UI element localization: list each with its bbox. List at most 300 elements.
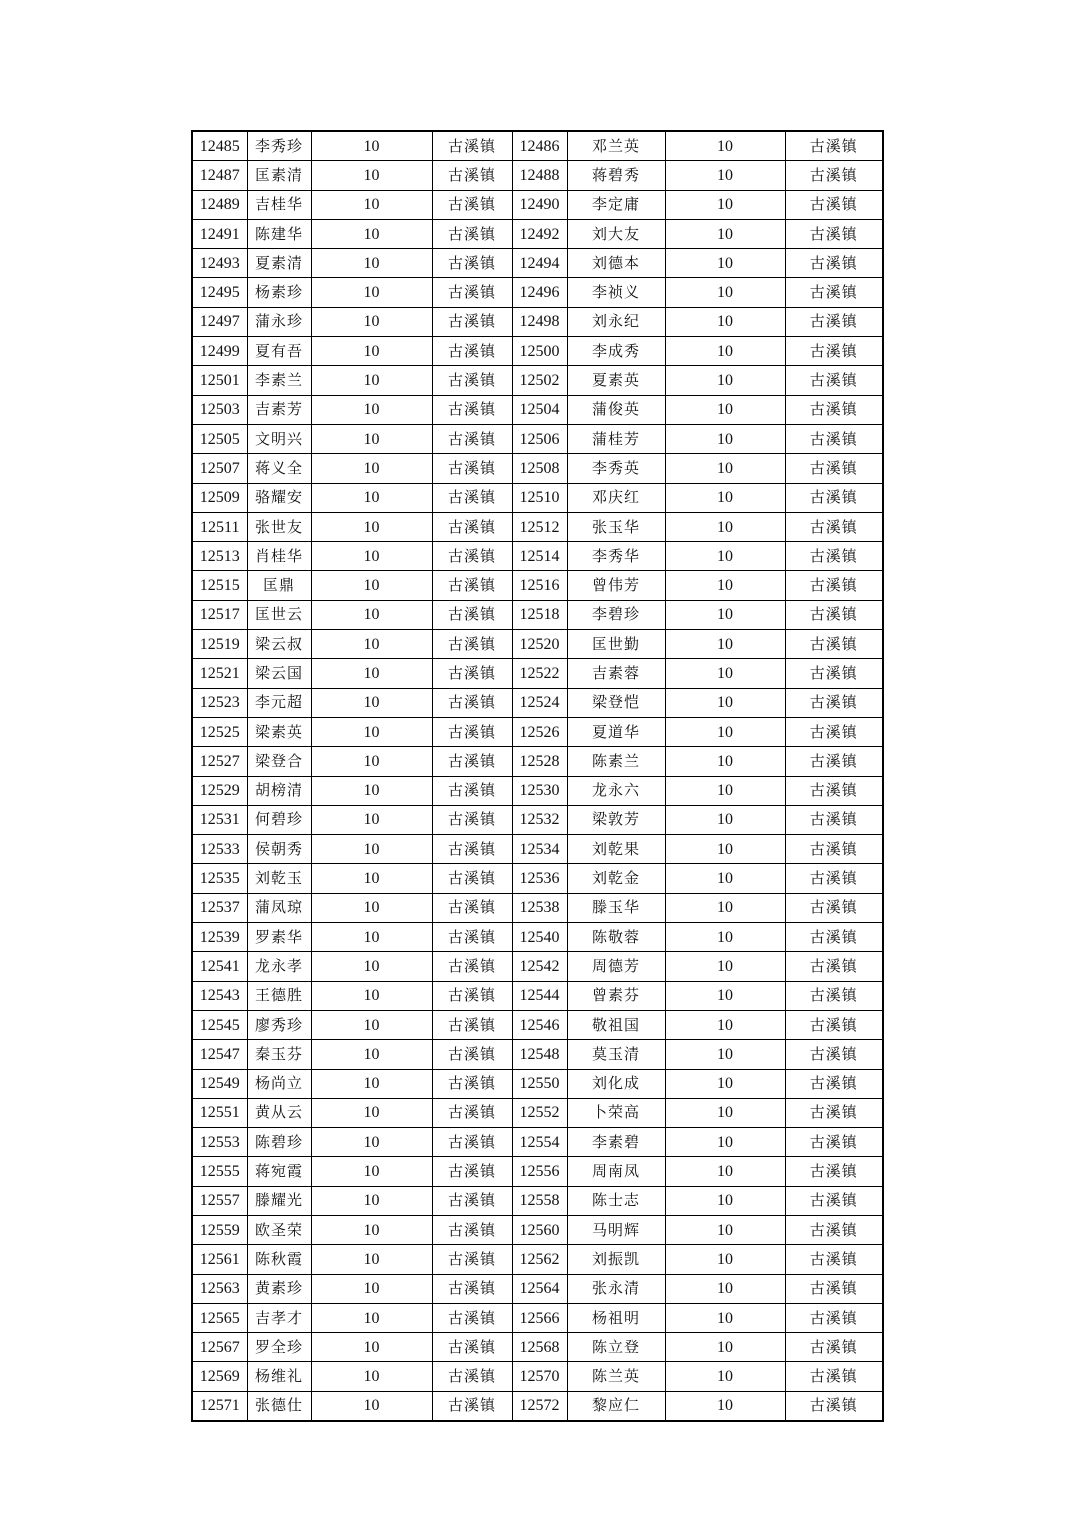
right-record-id-cell: 12514 [512,542,567,571]
right-record-id-cell: 12522 [512,659,567,688]
right-town-cell: 古溪镇 [785,278,883,307]
left-record-id-cell: 12529 [192,776,247,805]
left-record-id-cell: 12505 [192,424,247,453]
left-record-id-cell: 12507 [192,454,247,483]
left-town-cell: 古溪镇 [432,1245,512,1274]
right-amount-cell: 10 [665,981,785,1010]
right-town-cell: 古溪镇 [785,1128,883,1157]
right-amount-cell: 10 [665,776,785,805]
right-record-id-cell: 12488 [512,161,567,190]
right-recipient-name-cell: 蒋碧秀 [567,161,665,190]
right-amount-cell: 10 [665,600,785,629]
right-record-id-cell: 12548 [512,1040,567,1069]
left-record-id-cell: 12517 [192,600,247,629]
left-town-cell: 古溪镇 [432,161,512,190]
table-row [192,307,883,336]
right-amount-cell: 10 [665,190,785,219]
table-row [192,571,883,600]
right-town-cell: 古溪镇 [785,1215,883,1244]
right-town-cell: 古溪镇 [785,571,883,600]
right-record-id-cell: 12526 [512,717,567,746]
table-row [192,981,883,1010]
right-recipient-name-cell: 夏素英 [567,366,665,395]
right-recipient-name-cell: 陈敬蓉 [567,923,665,952]
left-recipient-name-cell: 蒋义全 [247,454,311,483]
left-amount-cell: 10 [311,1098,432,1127]
table-row [192,952,883,981]
right-recipient-name-cell: 杨祖明 [567,1303,665,1332]
right-recipient-name-cell: 梁敦芳 [567,805,665,834]
right-recipient-name-cell: 卜荣高 [567,1098,665,1127]
left-recipient-name-cell: 陈碧珍 [247,1128,311,1157]
left-recipient-name-cell: 罗素华 [247,923,311,952]
left-town-cell: 古溪镇 [432,219,512,248]
left-recipient-name-cell: 匡世云 [247,600,311,629]
right-recipient-name-cell: 夏道华 [567,717,665,746]
right-town-cell: 古溪镇 [785,307,883,336]
right-record-id-cell: 12508 [512,454,567,483]
left-recipient-name-cell: 李秀珍 [247,131,311,161]
left-amount-cell: 10 [311,952,432,981]
right-amount-cell: 10 [665,923,785,952]
right-record-id-cell: 12528 [512,747,567,776]
left-amount-cell: 10 [311,571,432,600]
right-town-cell: 古溪镇 [785,512,883,541]
left-amount-cell: 10 [311,395,432,424]
table-row [192,424,883,453]
left-record-id-cell: 12487 [192,161,247,190]
left-record-id-cell: 12559 [192,1215,247,1244]
left-record-id-cell: 12533 [192,835,247,864]
right-amount-cell: 10 [665,864,785,893]
left-recipient-name-cell: 黄素珍 [247,1274,311,1303]
left-record-id-cell: 12521 [192,659,247,688]
table-row [192,805,883,834]
left-town-cell: 古溪镇 [432,424,512,453]
table-row [192,366,883,395]
right-town-cell: 古溪镇 [785,161,883,190]
right-recipient-name-cell: 李成秀 [567,337,665,366]
left-amount-cell: 10 [311,835,432,864]
table-row [192,688,883,717]
right-recipient-name-cell: 刘大友 [567,219,665,248]
right-record-id-cell: 12570 [512,1362,567,1391]
right-amount-cell: 10 [665,1215,785,1244]
right-town-cell: 古溪镇 [785,1040,883,1069]
left-town-cell: 古溪镇 [432,1362,512,1391]
left-recipient-name-cell: 李元超 [247,688,311,717]
left-recipient-name-cell: 吉桂华 [247,190,311,219]
left-town-cell: 古溪镇 [432,835,512,864]
right-town-cell: 古溪镇 [785,337,883,366]
right-town-cell: 古溪镇 [785,717,883,746]
right-record-id-cell: 12560 [512,1215,567,1244]
right-amount-cell: 10 [665,571,785,600]
left-amount-cell: 10 [311,161,432,190]
left-recipient-name-cell: 蒋宛霞 [247,1157,311,1186]
left-amount-cell: 10 [311,131,432,161]
right-recipient-name-cell: 李祯义 [567,278,665,307]
right-town-cell: 古溪镇 [785,1303,883,1332]
right-town-cell: 古溪镇 [785,424,883,453]
right-town-cell: 古溪镇 [785,219,883,248]
left-town-cell: 古溪镇 [432,1098,512,1127]
left-record-id-cell: 12565 [192,1303,247,1332]
right-amount-cell: 10 [665,835,785,864]
left-town-cell: 古溪镇 [432,1010,512,1039]
left-amount-cell: 10 [311,717,432,746]
left-record-id-cell: 12519 [192,630,247,659]
left-amount-cell: 10 [311,337,432,366]
right-town-cell: 古溪镇 [785,249,883,278]
right-amount-cell: 10 [665,542,785,571]
right-recipient-name-cell: 李定庸 [567,190,665,219]
left-record-id-cell: 12497 [192,307,247,336]
right-town-cell: 古溪镇 [785,454,883,483]
left-record-id-cell: 12567 [192,1333,247,1362]
left-recipient-name-cell: 梁云国 [247,659,311,688]
right-town-cell: 古溪镇 [785,1186,883,1215]
left-record-id-cell: 12545 [192,1010,247,1039]
right-town-cell: 古溪镇 [785,483,883,512]
left-amount-cell: 10 [311,1128,432,1157]
left-amount-cell: 10 [311,1040,432,1069]
left-town-cell: 古溪镇 [432,1391,512,1421]
table-row [192,190,883,219]
right-amount-cell: 10 [665,630,785,659]
right-recipient-name-cell: 曾伟芳 [567,571,665,600]
table-row [192,219,883,248]
right-amount-cell: 10 [665,1069,785,1098]
right-amount-cell: 10 [665,893,785,922]
right-town-cell: 古溪镇 [785,893,883,922]
table-body [192,131,883,1421]
table-row [192,161,883,190]
left-record-id-cell: 12509 [192,483,247,512]
right-record-id-cell: 12510 [512,483,567,512]
right-record-id-cell: 12502 [512,366,567,395]
right-recipient-name-cell: 刘德本 [567,249,665,278]
right-amount-cell: 10 [665,1040,785,1069]
left-recipient-name-cell: 陈建华 [247,219,311,248]
left-recipient-name-cell: 廖秀珍 [247,1010,311,1039]
right-town-cell: 古溪镇 [785,688,883,717]
left-town-cell: 古溪镇 [432,1274,512,1303]
left-record-id-cell: 12539 [192,923,247,952]
right-town-cell: 古溪镇 [785,1157,883,1186]
left-town-cell: 古溪镇 [432,952,512,981]
table-row [192,454,883,483]
left-amount-cell: 10 [311,278,432,307]
left-town-cell: 古溪镇 [432,483,512,512]
left-record-id-cell: 12495 [192,278,247,307]
left-amount-cell: 10 [311,366,432,395]
left-town-cell: 古溪镇 [432,893,512,922]
right-recipient-name-cell: 龙永六 [567,776,665,805]
right-record-id-cell: 12492 [512,219,567,248]
right-recipient-name-cell: 匡世勤 [567,630,665,659]
table-row [192,278,883,307]
left-record-id-cell: 12515 [192,571,247,600]
left-record-id-cell: 12543 [192,981,247,1010]
left-amount-cell: 10 [311,923,432,952]
right-record-id-cell: 12566 [512,1303,567,1332]
recipient-table [191,130,884,1422]
right-record-id-cell: 12524 [512,688,567,717]
left-town-cell: 古溪镇 [432,395,512,424]
table-row [192,717,883,746]
right-record-id-cell: 12498 [512,307,567,336]
right-recipient-name-cell: 邓庆红 [567,483,665,512]
table-row [192,1010,883,1039]
right-amount-cell: 10 [665,337,785,366]
right-record-id-cell: 12532 [512,805,567,834]
right-amount-cell: 10 [665,688,785,717]
right-record-id-cell: 12536 [512,864,567,893]
left-recipient-name-cell: 骆耀安 [247,483,311,512]
right-recipient-name-cell: 陈立登 [567,1333,665,1362]
left-recipient-name-cell: 陈秋霞 [247,1245,311,1274]
right-recipient-name-cell: 李碧珍 [567,600,665,629]
table-row [192,1333,883,1362]
right-recipient-name-cell: 马明辉 [567,1215,665,1244]
right-amount-cell: 10 [665,161,785,190]
left-record-id-cell: 12511 [192,512,247,541]
table-row [192,1391,883,1421]
right-record-id-cell: 12496 [512,278,567,307]
left-town-cell: 古溪镇 [432,337,512,366]
right-town-cell: 古溪镇 [785,600,883,629]
left-record-id-cell: 12527 [192,747,247,776]
table-row [192,1040,883,1069]
left-recipient-name-cell: 杨维礼 [247,1362,311,1391]
right-town-cell: 古溪镇 [785,1069,883,1098]
left-recipient-name-cell: 蒲永珍 [247,307,311,336]
left-town-cell: 古溪镇 [432,776,512,805]
right-town-cell: 古溪镇 [785,1098,883,1127]
right-record-id-cell: 12544 [512,981,567,1010]
left-record-id-cell: 12557 [192,1186,247,1215]
table-row [192,776,883,805]
left-amount-cell: 10 [311,1010,432,1039]
table-row [192,1215,883,1244]
right-record-id-cell: 12558 [512,1186,567,1215]
right-town-cell: 古溪镇 [785,366,883,395]
left-amount-cell: 10 [311,219,432,248]
left-recipient-name-cell: 龙永孝 [247,952,311,981]
left-recipient-name-cell: 张世友 [247,512,311,541]
left-recipient-name-cell: 黄从云 [247,1098,311,1127]
table-row [192,893,883,922]
left-town-cell: 古溪镇 [432,630,512,659]
left-record-id-cell: 12503 [192,395,247,424]
left-recipient-name-cell: 肖桂华 [247,542,311,571]
table-row [192,1069,883,1098]
left-recipient-name-cell: 吉孝才 [247,1303,311,1332]
left-recipient-name-cell: 欧圣荣 [247,1215,311,1244]
right-recipient-name-cell: 李秀华 [567,542,665,571]
left-recipient-name-cell: 蒲凤琼 [247,893,311,922]
right-record-id-cell: 12490 [512,190,567,219]
left-record-id-cell: 12523 [192,688,247,717]
right-amount-cell: 10 [665,454,785,483]
left-town-cell: 古溪镇 [432,249,512,278]
left-town-cell: 古溪镇 [432,981,512,1010]
left-recipient-name-cell: 匡鼎 [247,571,311,600]
left-amount-cell: 10 [311,307,432,336]
left-amount-cell: 10 [311,1157,432,1186]
right-town-cell: 古溪镇 [785,981,883,1010]
left-record-id-cell: 12571 [192,1391,247,1421]
left-amount-cell: 10 [311,1333,432,1362]
left-town-cell: 古溪镇 [432,307,512,336]
left-amount-cell: 10 [311,981,432,1010]
left-amount-cell: 10 [311,864,432,893]
right-town-cell: 古溪镇 [785,776,883,805]
right-town-cell: 古溪镇 [785,1333,883,1362]
right-recipient-name-cell: 莫玉清 [567,1040,665,1069]
left-recipient-name-cell: 杨素珍 [247,278,311,307]
right-town-cell: 古溪镇 [785,1391,883,1421]
right-record-id-cell: 12530 [512,776,567,805]
left-town-cell: 古溪镇 [432,864,512,893]
right-record-id-cell: 12556 [512,1157,567,1186]
right-town-cell: 古溪镇 [785,747,883,776]
right-recipient-name-cell: 滕玉华 [567,893,665,922]
left-town-cell: 古溪镇 [432,1333,512,1362]
left-recipient-name-cell: 匡素清 [247,161,311,190]
table-row [192,483,883,512]
left-town-cell: 古溪镇 [432,1069,512,1098]
right-amount-cell: 10 [665,1245,785,1274]
left-amount-cell: 10 [311,1303,432,1332]
right-record-id-cell: 12542 [512,952,567,981]
right-amount-cell: 10 [665,659,785,688]
left-recipient-name-cell: 侯朝秀 [247,835,311,864]
right-record-id-cell: 12518 [512,600,567,629]
right-town-cell: 古溪镇 [785,659,883,688]
left-amount-cell: 10 [311,1391,432,1421]
right-amount-cell: 10 [665,717,785,746]
left-recipient-name-cell: 刘乾玉 [247,864,311,893]
left-amount-cell: 10 [311,688,432,717]
left-town-cell: 古溪镇 [432,923,512,952]
right-amount-cell: 10 [665,366,785,395]
table-row [192,835,883,864]
left-amount-cell: 10 [311,1186,432,1215]
table-row [192,1157,883,1186]
left-town-cell: 古溪镇 [432,571,512,600]
table-row [192,864,883,893]
right-recipient-name-cell: 敬祖国 [567,1010,665,1039]
right-record-id-cell: 12504 [512,395,567,424]
right-amount-cell: 10 [665,747,785,776]
left-amount-cell: 10 [311,1215,432,1244]
right-town-cell: 古溪镇 [785,1362,883,1391]
right-amount-cell: 10 [665,424,785,453]
right-record-id-cell: 12534 [512,835,567,864]
right-town-cell: 古溪镇 [785,131,883,161]
right-amount-cell: 10 [665,1010,785,1039]
left-town-cell: 古溪镇 [432,1303,512,1332]
table-row [192,1274,883,1303]
left-recipient-name-cell: 胡榜清 [247,776,311,805]
right-recipient-name-cell: 陈士志 [567,1186,665,1215]
right-record-id-cell: 12540 [512,923,567,952]
right-amount-cell: 10 [665,1391,785,1421]
right-recipient-name-cell: 邓兰英 [567,131,665,161]
left-recipient-name-cell: 罗全珍 [247,1333,311,1362]
left-amount-cell: 10 [311,542,432,571]
left-record-id-cell: 12569 [192,1362,247,1391]
left-recipient-name-cell: 李素兰 [247,366,311,395]
right-town-cell: 古溪镇 [785,395,883,424]
left-record-id-cell: 12501 [192,366,247,395]
right-amount-cell: 10 [665,1274,785,1303]
right-amount-cell: 10 [665,1333,785,1362]
table-row [192,1128,883,1157]
left-town-cell: 古溪镇 [432,1215,512,1244]
left-recipient-name-cell: 杨尚立 [247,1069,311,1098]
left-town-cell: 古溪镇 [432,688,512,717]
left-record-id-cell: 12547 [192,1040,247,1069]
right-recipient-name-cell: 周南凤 [567,1157,665,1186]
right-amount-cell: 10 [665,249,785,278]
left-town-cell: 古溪镇 [432,542,512,571]
right-town-cell: 古溪镇 [785,952,883,981]
left-recipient-name-cell: 梁素英 [247,717,311,746]
right-recipient-name-cell: 梁登恺 [567,688,665,717]
left-amount-cell: 10 [311,190,432,219]
right-record-id-cell: 12568 [512,1333,567,1362]
table-row [192,1362,883,1391]
table-row [192,923,883,952]
left-amount-cell: 10 [311,630,432,659]
right-record-id-cell: 12512 [512,512,567,541]
right-amount-cell: 10 [665,278,785,307]
right-recipient-name-cell: 李秀英 [567,454,665,483]
right-record-id-cell: 12486 [512,131,567,161]
left-amount-cell: 10 [311,776,432,805]
left-record-id-cell: 12531 [192,805,247,834]
left-record-id-cell: 12493 [192,249,247,278]
table-row [192,747,883,776]
left-town-cell: 古溪镇 [432,278,512,307]
right-recipient-name-cell: 吉素蓉 [567,659,665,688]
right-town-cell: 古溪镇 [785,1010,883,1039]
right-recipient-name-cell: 刘乾果 [567,835,665,864]
right-town-cell: 古溪镇 [785,630,883,659]
right-record-id-cell: 12554 [512,1128,567,1157]
left-amount-cell: 10 [311,249,432,278]
left-town-cell: 古溪镇 [432,366,512,395]
right-amount-cell: 10 [665,1157,785,1186]
left-town-cell: 古溪镇 [432,1128,512,1157]
right-recipient-name-cell: 刘化成 [567,1069,665,1098]
left-amount-cell: 10 [311,483,432,512]
right-recipient-name-cell: 刘振凯 [567,1245,665,1274]
table-row [192,1245,883,1274]
left-amount-cell: 10 [311,747,432,776]
right-amount-cell: 10 [665,1098,785,1127]
right-town-cell: 古溪镇 [785,864,883,893]
left-recipient-name-cell: 滕耀光 [247,1186,311,1215]
left-town-cell: 古溪镇 [432,131,512,161]
left-amount-cell: 10 [311,659,432,688]
table-row [192,542,883,571]
right-record-id-cell: 12562 [512,1245,567,1274]
right-amount-cell: 10 [665,395,785,424]
